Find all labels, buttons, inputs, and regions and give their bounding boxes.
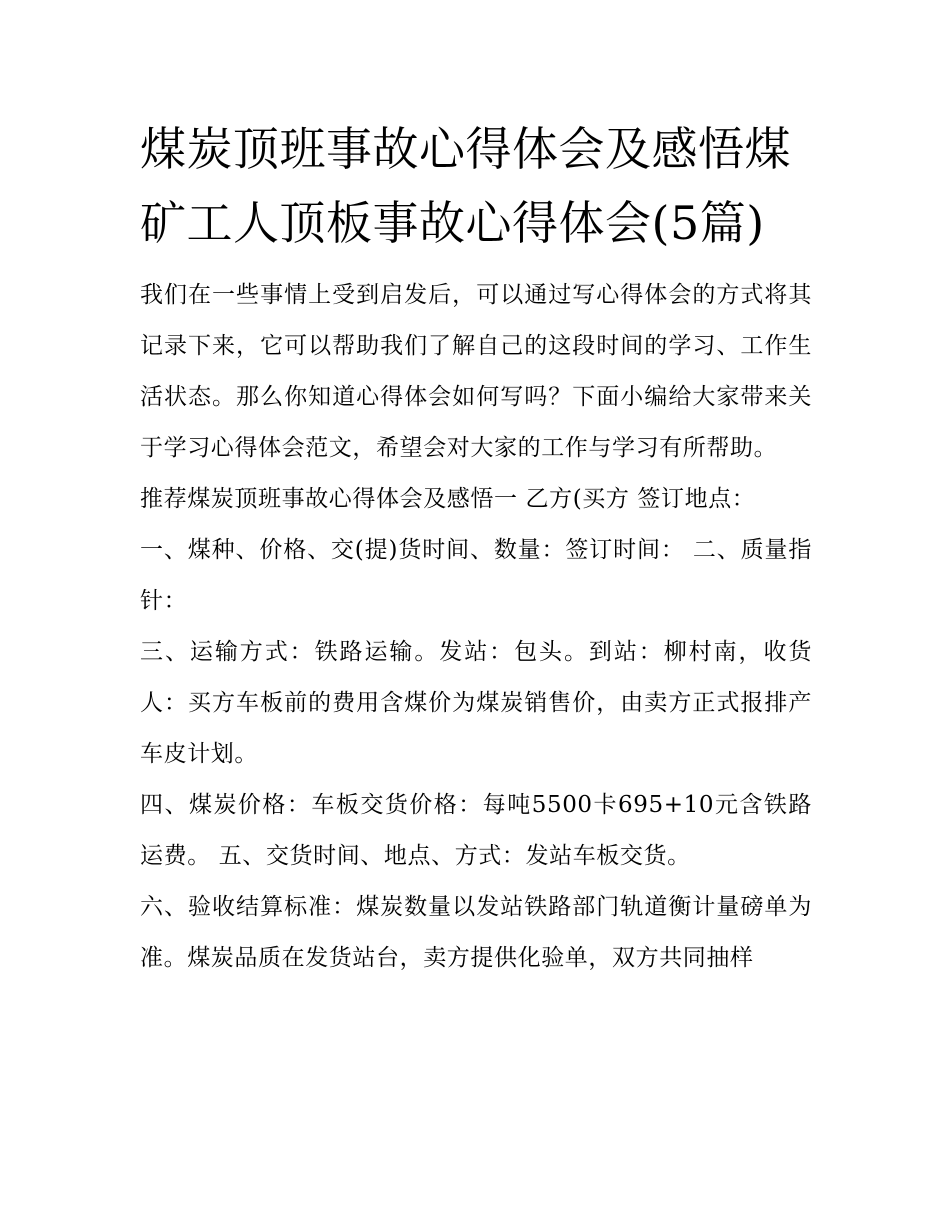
paragraph-clause-6: 六、验收结算标准：煤炭数量以发站铁路部门轨道衡计量磅单为准。煤炭品质在发货站台，卖方提供化验单，双方共同抽样 bbox=[140, 894, 812, 971]
document-body bbox=[140, 112, 812, 984]
paragraph-recommend-heading: 推荐煤炭顶班事故心得体会及感悟一 乙方(买方 签订地点： bbox=[140, 486, 756, 512]
document-title: 煤炭顶班事故心得体会及感悟煤矿工人顶板事故心得体会(5篇) bbox=[140, 122, 791, 250]
paragraph-clause-3: 三、运输方式：铁路运输。发站：包头。到站：柳村南，收货人：买方车板前的费用含煤价为煤炭销售价，由卖方正式报排产车皮计划。 bbox=[140, 639, 812, 767]
paragraph-intro: 我们在一些事情上受到启发后，可以通过写心得体会的方式将其记录下来，它可以帮助我们了解自己的这段时间的学习、工作生活状态。那么你知道心得体会如何写吗？下面小编给大家带来关于学习心得体会范文，希望会对大家的工作与学习有所帮助。 bbox=[140, 282, 812, 461]
paragraph-clause-1-2: 一、煤种、价格、交(提)货时间、数量：签订时间： 二、质量指针： bbox=[140, 537, 812, 614]
paragraph-clause-4-5: 四、煤炭价格：车板交货价格：每吨5500卡695+10元含铁路运费。 五、交货时间、地点、方式：发站车板交货。 bbox=[140, 792, 812, 869]
